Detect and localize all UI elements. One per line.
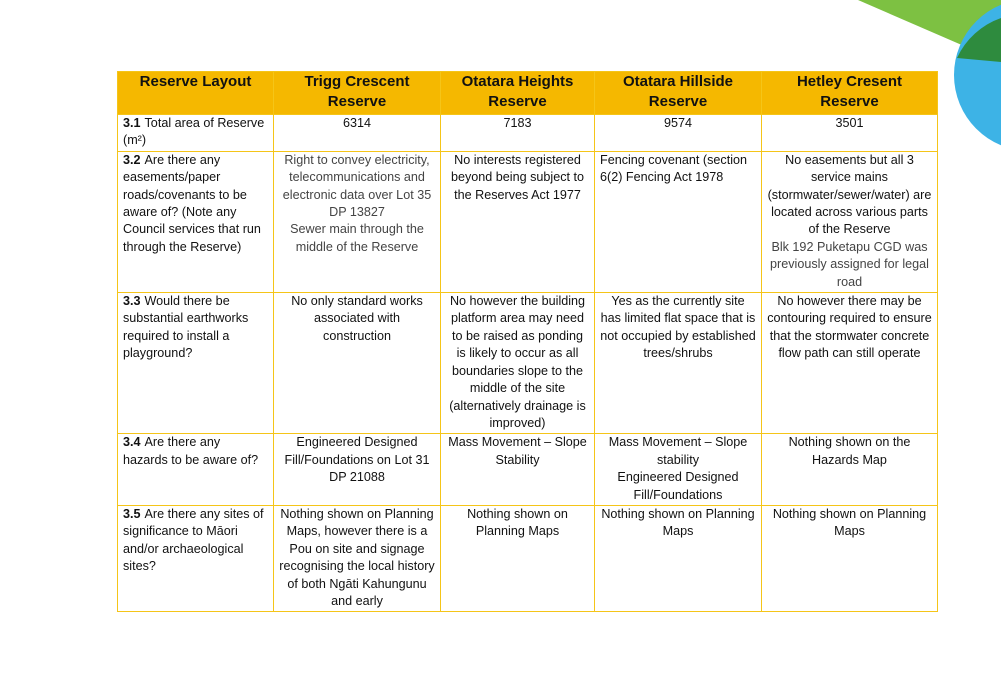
answer-text: No easements but all 3 service mains (stormwater/sewer/water) are located across various parts of the Reserve [767,152,932,237]
answer-text: Nothing shown on Planning Maps [467,506,568,539]
answer-cell [274,505,441,611]
green-stripe-shape [858,0,1001,62]
answer-text: 9574 [663,116,693,130]
answer-text: Nothing shown on Planning Maps, however there is a Pou on site and signage recognising the local history of both Ngāti Kahungunu and early [279,506,435,608]
answer-text: Mass Movement – Slope Stability [448,435,587,467]
answer-text: Yes as the currently site has limited flat space that is not occupied by established trees/shrubs [600,294,756,361]
answer-cell [595,505,762,611]
question-cell [118,434,274,506]
answer-text: 3501 [835,116,864,130]
answer-cell [762,115,938,152]
question-cell [118,293,274,434]
answer-cell [762,434,938,506]
answer-cell [595,434,762,506]
answer-cell [441,293,595,434]
table-row [118,434,938,506]
table-header-row [118,72,938,115]
table-row [118,293,938,434]
question-text: Are there any sites of significance to Māori and/or archaeological sites? [123,506,264,574]
answer-text: Nothing shown on Planning Maps [601,506,755,539]
answer-text: 6314 [342,116,372,130]
answer-cell [441,115,595,152]
answer-text: Sewer main through the middle of the Reserve [290,222,424,254]
question-number: 3.4 [123,435,141,450]
answer-text: No however there may be contouring required to ensure that the stormwater concrete flow path can still operate [767,294,932,361]
answer-text: 7183 [503,116,532,130]
answer-text: Nothing shown on Planning Maps [772,506,927,539]
question-cell [118,115,274,152]
question-cell [118,505,274,611]
answer-cell [595,293,762,434]
header-otatara-hillside: Otatara Hillside Reserve [595,72,762,115]
answer-text: Mass Movement – Slope stability [608,435,748,467]
question-number: 3.3 [123,294,141,309]
table-row [118,115,938,152]
header-otatara-heights: Otatara Heights Reserve [441,72,595,115]
answer-text: No however the building platform area may need to be raised as ponding is likely to occur as all boundaries slope to the middle of the site (alternatively drainage is improved) [449,294,586,430]
answer-cell [441,434,595,506]
answer-text: Blk 192 Puketapu CGD was previously assigned for legal road [770,239,929,289]
answer-cell [274,434,441,506]
table-row [118,505,938,611]
question-number: 3.2 [123,152,141,167]
dark-green-overlap-shape [957,18,1001,62]
answer-cell [595,151,762,292]
question-text: Are there any easements/paper roads/covenants to be aware of? (Note any Council services that run through the Reserve) [123,152,261,254]
answer-text: Engineered Designed Fill/Foundations on Lot 31 DP 21088 [284,435,430,485]
answer-text: No only standard works associated with construction [291,294,423,343]
question-cell [118,151,274,292]
header-hetley-cresent: Hetley Cresent Reserve [762,72,938,115]
answer-cell [441,505,595,611]
answer-cell [274,115,441,152]
answer-cell [595,115,762,152]
answer-cell [762,505,938,611]
answer-cell [274,293,441,434]
question-text: Are there any hazards to be aware of? [123,435,259,467]
question-text: Total area of Reserve (m²) [123,116,265,148]
question-text: Would there be substantial earthworks required to install a playground? [123,294,249,361]
answer-text: Fencing covenant (section 6(2) Fencing Act 1978 [600,152,748,185]
answer-text: No interests registered beyond being subject to the Reserves Act 1977 [450,152,585,202]
table-row [118,151,938,292]
blue-circle-shape [954,0,1001,151]
answer-cell [762,151,938,292]
header-trigg-crescent: Trigg Crescent Reserve [274,72,441,115]
header-reserve-layout: Reserve Layout [118,72,274,115]
question-number: 3.1 [123,116,141,130]
answer-text: Nothing shown on the Hazards Map [788,435,911,467]
reserve-comparison-table [117,71,938,612]
answer-cell [441,151,595,292]
answer-cell [274,151,441,292]
answer-text: Right to convey electricity, telecommunications and electronic data over Lot 35 DP 13827 [282,152,432,220]
question-number: 3.5 [123,506,141,521]
answer-cell [762,293,938,434]
answer-text: Engineered Designed Fill/Foundations [617,470,739,502]
